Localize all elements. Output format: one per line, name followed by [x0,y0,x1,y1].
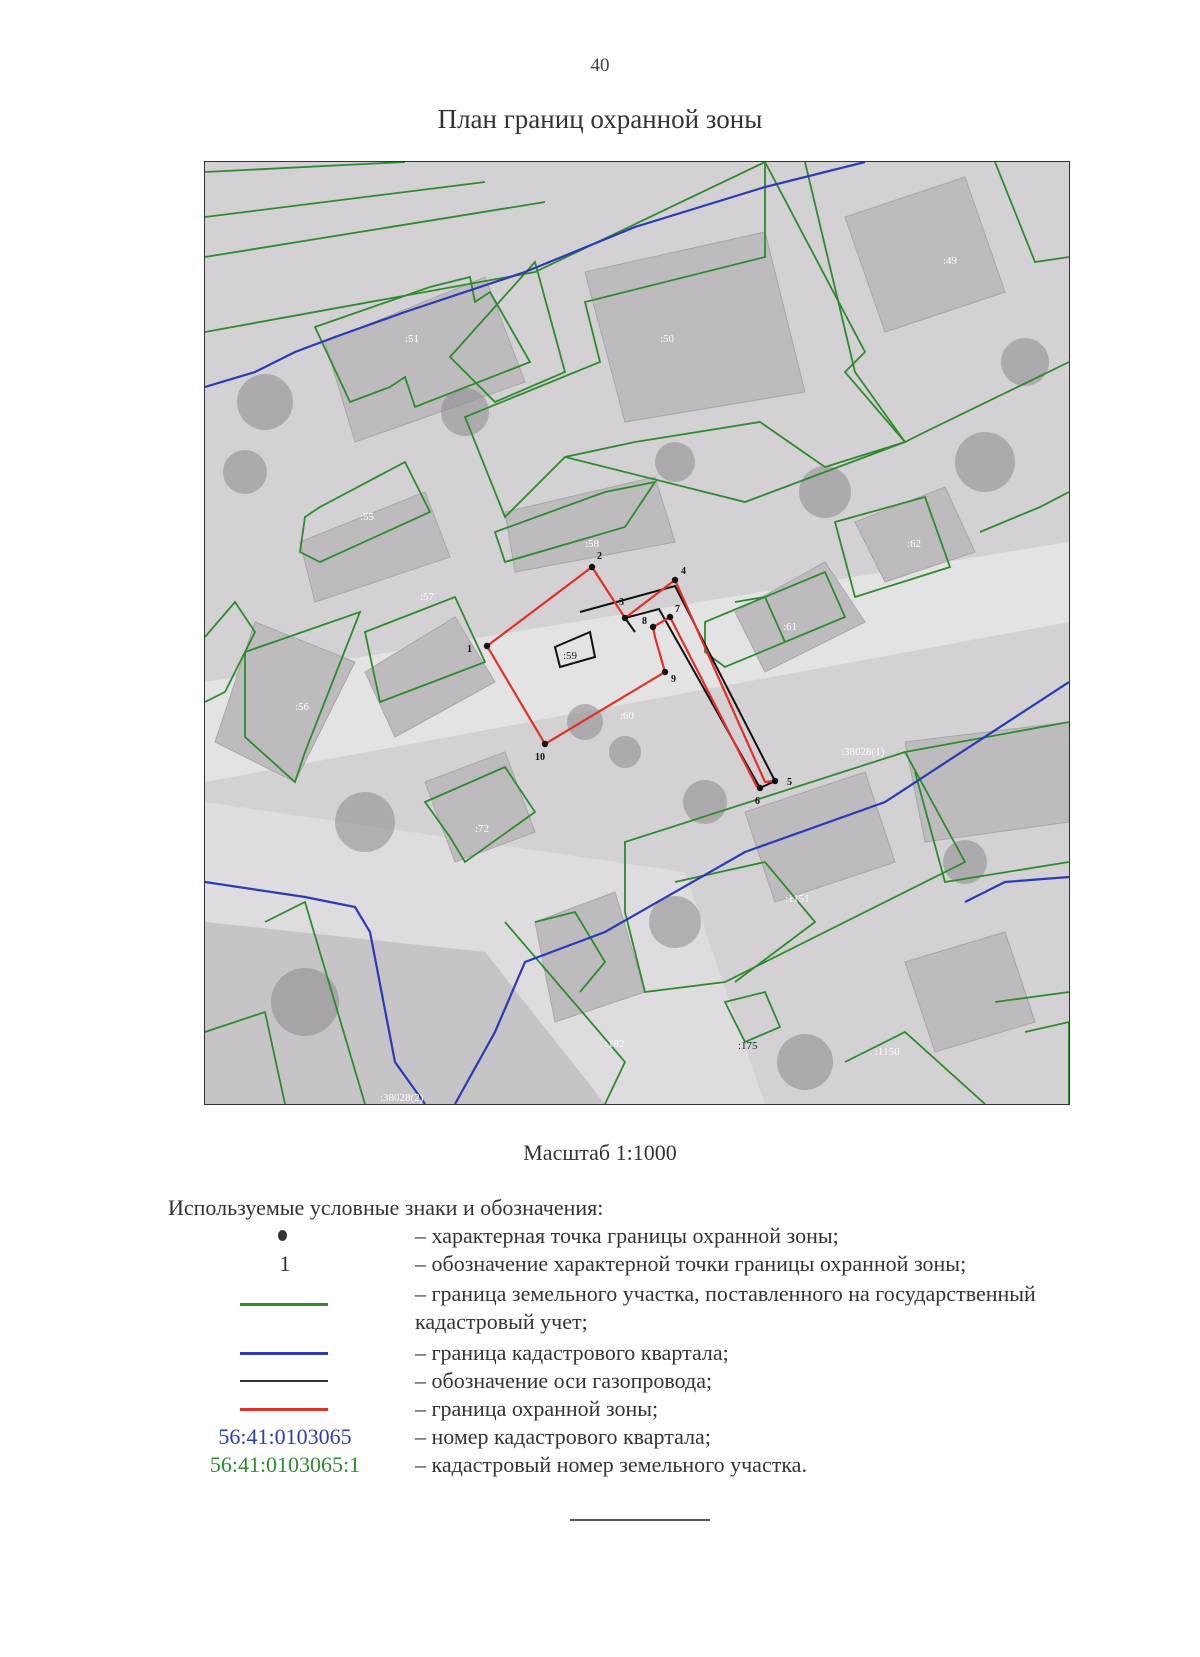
legend-text: – обозначение оси газопровода; [415,1368,713,1393]
point-label: 1 [467,644,472,655]
parcel-label: :55 [360,511,375,523]
point-marker-icon [278,1230,287,1241]
parcel-code-symbol: 56:41:0103065:1 [209,1452,361,1477]
page-number: 40 [590,55,610,76]
legend-item-quarter-boundary [0,1339,1200,1367]
end-divider [570,1519,710,1521]
parcel-label: :51 [405,333,420,345]
page-title: План границ охранной зоны [437,104,763,134]
parcel-label: :182 [605,1038,625,1050]
parcel-label: :56 [295,701,310,713]
map-plan [204,161,1070,1105]
point-label: 4 [681,566,686,577]
legend-text: – граница кадастрового квартала; [415,1340,729,1365]
green-line-icon [240,1303,328,1306]
parcel-label: :59 [563,650,578,662]
point-label: 6 [755,796,760,807]
parcel-label: :175 [738,1040,758,1052]
quarter-code-symbol: 56:41:0103065 [218,1424,352,1449]
parcel-label: :72 [475,823,490,835]
black-line-icon [240,1380,328,1382]
legend-text: – характерная точка границы охранной зоны; [415,1223,839,1248]
legend-item-protection-zone [0,1395,1200,1423]
parcel-label: :61 [783,621,798,633]
parcel-label: :60 [620,710,635,722]
point-label: 5 [787,777,792,788]
legend-item-gas-axis [0,1367,1200,1395]
parcel-label: :62 [907,538,922,550]
legend-title: Используемые условные знаки и обозначения: [168,1195,604,1220]
legend-item-quarter-number [0,1423,1200,1451]
parcel-label: :1151 [785,893,810,905]
legend-text: – граница охранной зоны; [415,1396,659,1421]
point-label: 9 [671,674,676,685]
parcel-label: :1150 [875,1046,900,1058]
legend-text: – номер кадастрового квартала; [415,1424,711,1449]
legend-text: – кадастровый номер земельного участка. [415,1452,807,1477]
point-number-symbol: 1 [279,1251,291,1276]
red-line-icon [240,1408,328,1411]
point-label: 7 [675,604,680,615]
blue-line-icon [240,1352,328,1355]
legend-item-point [0,1222,1200,1250]
map-scale: Масштаб 1:1000 [523,1140,677,1165]
parcel-label: :49 [943,255,958,267]
parcel-label: :57 [420,591,435,603]
parcel-label: :50 [660,333,675,345]
parcel-label: :58 [585,538,600,550]
legend-text: – обозначение характерной точки границы охранной зоны; [415,1251,967,1276]
legend-item-point-number [0,1250,1200,1278]
point-label: 10 [535,752,545,763]
legend-text: – граница земельного участка, поставленного на государственный кадастровый учет; [415,1281,1036,1334]
quarter-label: :38028(2) [380,1092,424,1104]
quarter-label: :38028(1) [841,746,885,758]
legend-item-parcel-number [0,1451,1200,1479]
point-label: 8 [642,616,647,627]
legend-item-parcel-boundary [0,1280,1200,1336]
aerial-map [205,162,1069,1104]
point-label: 3 [619,597,624,608]
point-label: 2 [597,551,602,562]
